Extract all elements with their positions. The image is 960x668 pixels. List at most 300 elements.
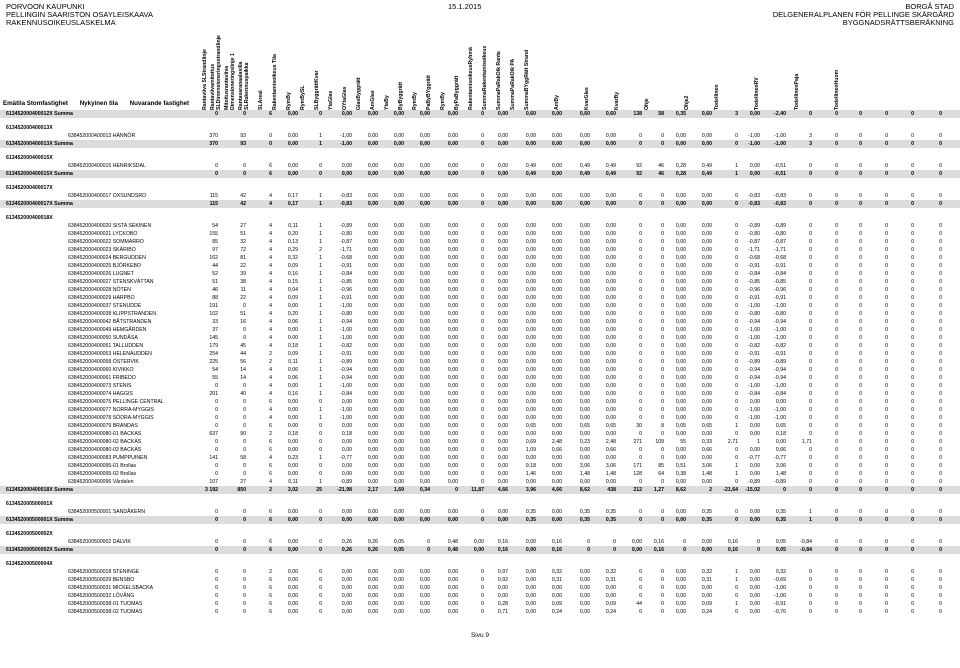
row-label: 638452000400095-02 Brollas (68, 471, 137, 477)
table-cell: 0,00 (497, 287, 508, 293)
table-cell: 0,00 (525, 383, 536, 389)
table-cell: 0,00 (367, 327, 378, 333)
table-row (0, 358, 960, 366)
table-cell: 0 (809, 601, 812, 607)
table-cell: 0,00 (579, 193, 590, 199)
table-cell: 0,00 (419, 585, 430, 591)
table-cell: 0,00 (419, 263, 430, 269)
left-header-nykyinen: Nykyinen tila (79, 100, 118, 107)
table-cell: 0,00 (605, 279, 616, 285)
table-cell: 0 (885, 399, 888, 405)
header-left-line-1: PORVOON KAUPUNKI (6, 2, 85, 11)
table-cell: 0 (639, 509, 642, 515)
table-cell: -0,84 (340, 391, 352, 397)
table-cell: 0,00 (675, 193, 686, 199)
table-cell: -0,91 (748, 295, 760, 301)
table-cell: 0,00 (605, 593, 616, 599)
table-cell: 0 (809, 247, 812, 253)
table-cell: 0,09 (287, 295, 298, 301)
table-cell: 0,18 (287, 343, 298, 349)
table-cell: 0 (835, 141, 838, 147)
table-cell: 0 (427, 539, 430, 545)
table-cell: 0 (319, 547, 322, 553)
table-cell: 0,00 (341, 439, 352, 445)
table-cell: 0,00 (749, 609, 760, 615)
table-cell: 0 (859, 447, 862, 453)
table-cell: 0,05 (393, 539, 404, 545)
table-cell: -1,00 (340, 303, 352, 309)
table-cell: 0 (735, 201, 738, 207)
table-cell: 0,00 (419, 577, 430, 583)
table-cell: 0,00 (701, 141, 712, 147)
table-cell: 97 (212, 247, 218, 253)
table-cell: 0 (859, 351, 862, 357)
table-cell: -0,89 (340, 223, 352, 229)
table-cell: 0,00 (497, 479, 508, 485)
table-cell: 4,66 (497, 487, 508, 493)
table-row (0, 132, 960, 140)
table-cell: 0,00 (393, 111, 404, 117)
table-cell: 0,16 (653, 539, 664, 545)
table-cell: 0 (243, 415, 246, 421)
table-cell: 0,00 (497, 375, 508, 381)
table-cell: 0,00 (579, 201, 590, 207)
table-cell: 0 (735, 255, 738, 261)
table-cell: 0,00 (287, 601, 298, 607)
table-cell: -1,00 (340, 383, 352, 389)
row-label: 638452000400013 HÄNNÖR (68, 133, 136, 139)
table-cell: -0,84 (774, 391, 786, 397)
table-cell: 0,00 (551, 271, 562, 277)
table-cell: 0 (639, 593, 642, 599)
table-cell: 115 (209, 201, 218, 207)
table-cell: 0,00 (367, 367, 378, 373)
table-cell: 0 (243, 407, 246, 413)
table-cell: 0 (835, 593, 838, 599)
table-cell: -1,00 (340, 133, 352, 139)
table-cell: 0 (481, 423, 484, 429)
table-cell: 0 (939, 601, 942, 607)
table-cell: -15,02 (745, 487, 760, 493)
table-cell: 0,00 (287, 303, 298, 309)
table-cell: 0,00 (287, 163, 298, 169)
table-cell: 0 (661, 247, 664, 253)
table-cell: 0,00 (701, 399, 712, 405)
table-cell: 0 (911, 133, 914, 139)
table-cell: 4 (269, 193, 272, 199)
table-cell: 0,00 (447, 247, 458, 253)
table-cell: -0,80 (748, 231, 760, 237)
table-cell: 0 (939, 547, 942, 553)
table-cell: 6 (269, 547, 272, 553)
table-cell: 3,02 (287, 487, 298, 493)
table-cell: 0,00 (675, 351, 686, 357)
table-cell: -0,84 (748, 391, 760, 397)
table-cell: 0,26 (367, 539, 378, 545)
table-cell: 0 (735, 263, 738, 269)
table-cell: 0 (885, 163, 888, 169)
table-cell: 0,00 (579, 577, 590, 583)
table-cell: -0,80 (340, 231, 352, 237)
table-cell: 0 (215, 407, 218, 413)
table-cell: 1,48 (775, 471, 786, 477)
table-cell: 0 (859, 479, 862, 485)
table-cell: 0,00 (497, 415, 508, 421)
table-cell: 0,00 (497, 517, 508, 523)
table-cell: 1 (319, 271, 322, 277)
table-cell: 0,00 (393, 303, 404, 309)
table-cell: 0 (885, 577, 888, 583)
table-cell: 0,00 (419, 311, 430, 317)
table-cell: 0,00 (675, 133, 686, 139)
table-cell: 0 (859, 455, 862, 461)
table-cell: 0 (939, 517, 942, 523)
summary-row (0, 516, 960, 524)
table-cell: 0 (735, 343, 738, 349)
table-cell: 0 (911, 193, 914, 199)
table-cell: 0 (939, 223, 942, 229)
table-cell: 1 (735, 471, 738, 477)
table-cell: 0 (859, 367, 862, 373)
table-cell: 0 (835, 399, 838, 405)
table-row (0, 302, 960, 310)
table-cell: -0,91 (340, 295, 352, 301)
table-cell: 0 (757, 539, 760, 545)
table-cell: 0,00 (525, 193, 536, 199)
table-cell: 0 (809, 327, 812, 333)
table-cell: 0 (639, 447, 642, 453)
table-cell: 1 (319, 391, 322, 397)
table-cell: -0,87 (340, 239, 352, 245)
row-label: 638452000400026 LUGNET (68, 271, 134, 277)
table-cell: 0 (243, 609, 246, 615)
table-cell: 0 (911, 351, 914, 357)
table-cell: 0,00 (447, 351, 458, 357)
left-header-nuvarande: Nuvarande fastighet (129, 100, 190, 107)
table-cell: 0 (939, 577, 942, 583)
row-label: 613452000400015X (6, 155, 53, 161)
table-cell: 0 (939, 471, 942, 477)
table-cell: 0,00 (447, 327, 458, 333)
summary-row (0, 546, 960, 554)
table-cell: -0,94 (748, 375, 760, 381)
table-cell: 0 (809, 609, 812, 615)
table-cell: 0 (835, 407, 838, 413)
table-cell: 0 (735, 609, 738, 615)
table-cell: 0,00 (579, 359, 590, 365)
table-cell: 0 (661, 569, 664, 575)
table-cell: 0,00 (525, 201, 536, 207)
row-label: 638452000400024 BERGUDDEN (68, 255, 146, 261)
table-cell: 0 (809, 303, 812, 309)
table-row (0, 446, 960, 454)
table-cell: 0,16 (287, 391, 298, 397)
table-cell: -0,80 (340, 311, 352, 317)
row-label: 638452000500001 SANDÅKERN (68, 509, 146, 515)
table-cell: 0 (885, 263, 888, 269)
table-cell: 0 (859, 141, 862, 147)
table-cell: 0 (661, 455, 664, 461)
table-cell: 0,00 (447, 163, 458, 169)
table-cell: 0 (481, 407, 484, 413)
table-cell: 0 (639, 247, 642, 253)
table-cell: 0 (215, 383, 218, 389)
table-cell: 0,00 (701, 359, 712, 365)
table-cell: 0,00 (497, 171, 508, 177)
table-cell: 0 (885, 439, 888, 445)
table-cell: 3,06 (701, 463, 712, 469)
row-label: 638452000400049 HEMGÅRDEN (68, 327, 147, 333)
table-cell: -1,00 (748, 327, 760, 333)
table-cell: 0,00 (367, 439, 378, 445)
table-cell: 0,00 (367, 247, 378, 253)
table-cell: 0,00 (701, 455, 712, 461)
table-cell: 0 (269, 141, 272, 147)
table-cell: 0 (809, 577, 812, 583)
table-cell: 0,09 (551, 601, 562, 607)
table-cell: -0,91 (774, 263, 786, 269)
table-cell: 0,11 (288, 359, 298, 365)
table-cell: 0 (319, 447, 322, 453)
table-cell: 0,00 (525, 223, 536, 229)
table-cell: 0,00 (447, 239, 458, 245)
table-cell: 0,16 (287, 271, 298, 277)
table-cell: 0 (911, 407, 914, 413)
table-cell: -0,89 (748, 223, 760, 229)
table-cell: 0 (481, 351, 484, 357)
table-cell: 0,00 (605, 375, 616, 381)
table-cell: 0 (639, 223, 642, 229)
table-cell: 0 (939, 423, 942, 429)
table-cell: 0 (939, 263, 942, 269)
table-cell: 0 (661, 193, 664, 199)
table-cell: 0,00 (675, 271, 686, 277)
table-cell: 0 (911, 367, 914, 373)
table-cell: 0,00 (287, 609, 298, 615)
table-cell: 0,49 (525, 163, 536, 169)
table-cell: -1,00 (748, 335, 760, 341)
table-cell: 0 (911, 455, 914, 461)
table-cell: 0,00 (701, 255, 712, 261)
table-cell: 0,00 (579, 319, 590, 325)
table-cell: 0,00 (525, 399, 536, 405)
table-cell: 0,00 (341, 171, 352, 177)
table-cell: 0,00 (551, 479, 562, 485)
table-cell: -0,84 (774, 271, 786, 277)
table-row (0, 568, 960, 576)
table-cell: 0 (835, 163, 838, 169)
table-cell: 0,00 (447, 399, 458, 405)
table-cell: 0 (885, 407, 888, 413)
table-cell: 0 (885, 383, 888, 389)
table-cell: -0,77 (340, 455, 352, 461)
table-cell: 0,00 (393, 239, 404, 245)
table-cell: 0,00 (605, 255, 616, 261)
table-cell: 0,00 (393, 601, 404, 607)
table-cell: 107 (209, 479, 218, 485)
table-cell: 0,00 (287, 471, 298, 477)
table-cell: 0,32 (775, 569, 786, 575)
summary-row (0, 140, 960, 148)
table-cell: 0 (939, 311, 942, 317)
table-cell: 0,00 (393, 351, 404, 357)
table-cell: 0,65 (579, 423, 590, 429)
table-cell: 0,00 (287, 327, 298, 333)
table-cell: 0 (885, 415, 888, 421)
table-cell: 0,00 (287, 539, 298, 545)
table-cell: 4 (269, 327, 272, 333)
table-cell: 0 (859, 593, 862, 599)
table-cell: 0 (809, 271, 812, 277)
table-cell: 0,00 (447, 343, 458, 349)
table-cell: 0 (859, 111, 862, 117)
summary-row (0, 110, 960, 118)
table-cell: 0 (319, 163, 322, 169)
table-cell: 0 (481, 517, 484, 523)
table-cell: 0,00 (525, 455, 536, 461)
table-cell: 0,00 (447, 601, 458, 607)
table-cell: 0 (885, 463, 888, 469)
table-cell: 0,00 (701, 231, 712, 237)
table-cell: 0,00 (393, 163, 404, 169)
table-cell: -1,00 (340, 415, 352, 421)
table-cell: 0 (911, 287, 914, 293)
table-cell: 0,00 (605, 391, 616, 397)
table-cell: 0,00 (525, 375, 536, 381)
table-cell: -0,82 (774, 343, 786, 349)
table-cell: 0,00 (675, 327, 686, 333)
table-cell: 0 (481, 271, 484, 277)
table-row (0, 374, 960, 382)
table-cell: 0,11 (288, 479, 298, 485)
column-header: Rantaviivamitoitus SLDimensioneringsstrandlinje (210, 35, 222, 110)
table-cell: 0,00 (675, 517, 686, 523)
table-cell: 0,09 (287, 351, 298, 357)
table-cell: -0,85 (748, 279, 760, 285)
table-cell: 0,00 (497, 255, 508, 261)
table-cell: 0 (835, 201, 838, 207)
table-cell: 0 (481, 279, 484, 285)
table-cell: 0,00 (367, 311, 378, 317)
table-cell: 0,00 (419, 407, 430, 413)
table-cell: -1,71 (748, 247, 760, 253)
table-cell: 11 (240, 287, 246, 293)
table-cell: 0,00 (525, 303, 536, 309)
table-cell: 0,60 (605, 111, 616, 117)
table-row (0, 398, 960, 406)
table-cell: 0,00 (393, 271, 404, 277)
row-label: 638452000400074 HAGGIS (68, 391, 133, 397)
table-cell: 92 (636, 171, 642, 177)
table-cell: 0,00 (675, 255, 686, 261)
table-cell: 0,00 (605, 133, 616, 139)
row-label: 613452000400013X Summa (6, 141, 73, 147)
table-cell: 0 (735, 375, 738, 381)
table-cell: 0,00 (497, 585, 508, 591)
table-cell: 0 (735, 447, 738, 453)
table-cell: 0,00 (393, 609, 404, 615)
table-cell: 0 (939, 319, 942, 325)
table-cell: 0,00 (367, 279, 378, 285)
table-cell: 4 (269, 239, 272, 245)
table-cell: 0,00 (701, 223, 712, 229)
table-cell: 0,00 (701, 415, 712, 421)
table-cell: 0,00 (551, 383, 562, 389)
table-cell: 3 192 (205, 487, 218, 493)
table-cell: 0 (243, 171, 246, 177)
table-cell: 0 (319, 593, 322, 599)
table-cell: 22 (240, 263, 246, 269)
table-cell: 0,00 (675, 319, 686, 325)
row-label: 613452000500001X Summa (6, 517, 73, 523)
table-row (0, 326, 960, 334)
table-cell: 0 (215, 601, 218, 607)
table-cell: 0,00 (341, 111, 352, 117)
table-cell: 0,00 (525, 601, 536, 607)
table-cell: 0 (911, 239, 914, 245)
column-header: RakentamisoikeusRyhmä (468, 47, 474, 110)
table-cell: -1,00 (774, 593, 786, 599)
table-cell: 0 (735, 509, 738, 515)
table-cell: 0 (809, 255, 812, 261)
table-cell: 0 (809, 383, 812, 389)
table-cell: 0,00 (419, 247, 430, 253)
table-cell: -0,89 (774, 359, 786, 365)
table-cell: 0 (639, 295, 642, 301)
table-cell: 0,00 (393, 383, 404, 389)
table-cell: -0,68 (340, 255, 352, 261)
table-cell: 0 (859, 391, 862, 397)
table-cell: 0,00 (419, 141, 430, 147)
table-cell: 0 (835, 509, 838, 515)
table-cell: 0,20 (287, 311, 298, 317)
table-cell: 0,00 (367, 319, 378, 325)
table-cell: 0 (243, 399, 246, 405)
table-cell: 0,00 (393, 319, 404, 325)
table-cell: 0,00 (367, 517, 378, 523)
table-cell: 128 (633, 471, 642, 477)
table-cell: 0 (735, 391, 738, 397)
table-cell: 0 (613, 539, 616, 545)
table-cell: 0 (481, 335, 484, 341)
table-cell: 0,09 (287, 263, 298, 269)
table-cell: 0,00 (341, 447, 352, 453)
table-cell: 0,00 (701, 133, 712, 139)
table-cell: 0 (243, 447, 246, 453)
table-cell: 0 (835, 231, 838, 237)
table-cell: 0,35 (701, 509, 712, 515)
table-cell: 0 (661, 431, 664, 437)
table-cell: 0 (319, 517, 322, 523)
table-cell: 0,00 (287, 463, 298, 469)
table-cell: 0 (885, 423, 888, 429)
table-cell: 155 (209, 231, 218, 237)
table-cell: 0,00 (497, 133, 508, 139)
row-label: 638452000400075 PELLINGE CENTRAL (68, 399, 164, 405)
table-cell: 0,00 (447, 423, 458, 429)
table-row (0, 390, 960, 398)
table-cell: 0 (661, 303, 664, 309)
table-cell: 8,62 (675, 487, 686, 493)
table-cell: -0,94 (340, 319, 352, 325)
table-cell: 0,00 (605, 263, 616, 269)
table-cell: 4 (269, 319, 272, 325)
row-label: 638452000400050 SUNDÅSA (68, 335, 138, 341)
table-cell: 162 (209, 255, 218, 261)
table-cell: 0 (215, 171, 218, 177)
table-cell: 0,00 (287, 577, 298, 583)
table-cell: 0,00 (551, 455, 562, 461)
